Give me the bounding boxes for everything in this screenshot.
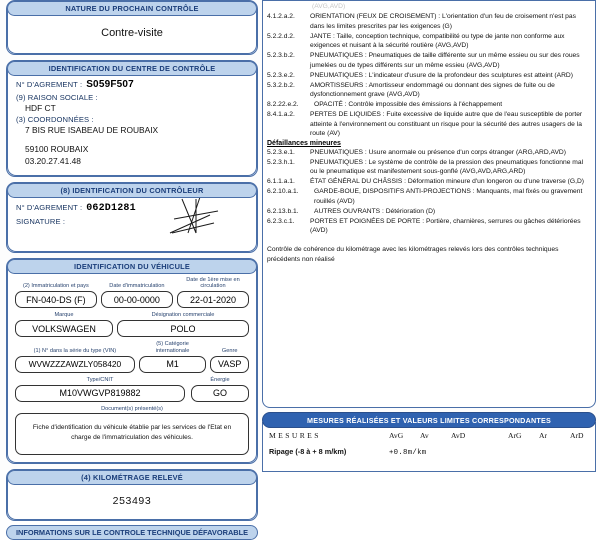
defect-text: AMORTISSEURS : Amortisseur endommagé ou donnant des signes de fuite ou de dysfonctionnement grave (AVG,AVD) — [310, 81, 555, 99]
center-raison-label: (9) RAISON SOCIALE : — [16, 93, 98, 102]
date-immat-value: 00-00-0000 — [101, 291, 173, 308]
center-address-line2: 59100 ROUBAIX — [25, 144, 89, 154]
vehicle-row-vin — [15, 341, 249, 372]
defect-text: OPACITÉ : Contrôle impossible des émissions à l'échappement — [314, 101, 503, 109]
defects-panel — [262, 0, 596, 408]
center-agreement-label: N° D'AGREMENT : — [16, 80, 83, 89]
defect-item — [267, 12, 589, 31]
defect-code: 6.2.10.a.1. — [267, 188, 299, 196]
energie-label: Énergie — [210, 376, 230, 383]
center-phone: 03.20.27.41.48 — [25, 156, 81, 166]
immat-label: (2) Immatriculation et pays — [22, 283, 89, 290]
major-defects-list — [267, 12, 589, 139]
defect-item — [267, 177, 589, 187]
measures-title: MESURES — [269, 431, 321, 440]
documents-label: Document(s) présenté(s) — [101, 405, 163, 412]
defect-text: ORIENTATION (FEUX DE CROISEMENT) : L'orientation d'un feu de croisement n'est pas dans les limites prescrites par les exigences (G) — [310, 13, 576, 30]
minor-defects-list — [267, 148, 589, 236]
mileage-value: 253493 — [112, 495, 152, 508]
defect-item — [267, 110, 589, 139]
energie-value: GO — [191, 385, 249, 402]
defect-code: 5.2.3.e.2. — [267, 71, 295, 79]
categorie-value: M1 — [139, 356, 207, 373]
defect-code: 6.2.3.c.1. — [267, 217, 295, 225]
unfavorable-info-header: INFORMATIONS SUR LE CONTROLE TECHNIQUE DÉFAVORABLE — [6, 525, 258, 540]
measures-header: MESURES RÉALISÉES ET VALEURS LIMITES CORRESPONDANTES — [262, 412, 596, 428]
categorie-label: (5) Catégorie internationale — [155, 341, 190, 354]
vin-label: (1) N° dans la série du type (VIN) — [33, 347, 117, 354]
mileage-header: (4) KILOMÉTRAGE RELEVÉ — [7, 470, 257, 485]
defect-item — [267, 207, 589, 217]
next-control-header: NATURE DU PROCHAIN CONTRÔLE — [7, 1, 257, 16]
defect-text: JANTE : Taille, conception technique, compatibilité ou type de jante non conforme aux exigences et nuisant à la sécurité routière (AVG,AVD) — [310, 32, 565, 50]
measures-row — [269, 447, 589, 457]
center-coordonnees-label: (3) COORDONNÉES : — [16, 115, 94, 124]
vehicle-row-brand — [15, 312, 249, 337]
vehicle-panel — [6, 258, 258, 464]
defect-text: GARDE-BOUE, DISPOSITIFS ANTI-PROJECTIONS : Manquants, mal fixés ou gravement rouillés (AVD) — [314, 188, 583, 205]
defect-text: PORTES ET POIGNÉES DE PORTE : Portière, charnières, serrures ou gâches détériorées (AVD) — [310, 217, 581, 235]
mileage-panel — [6, 469, 258, 521]
next-control-panel — [6, 0, 258, 55]
defect-item — [267, 32, 589, 51]
measures-col-avd: AvD — [451, 431, 466, 440]
type-value: M10VWGVP819882 — [15, 385, 185, 402]
controller-panel — [6, 182, 258, 253]
defect-code: 5.2.3.h.1. — [267, 158, 295, 166]
controller-signature-label: SIGNATURE : — [16, 217, 66, 226]
type-label: Type/CNIT — [86, 376, 114, 383]
left-column — [6, 0, 258, 538]
center-address-line1: 7 BIS RUE ISABEAU DE ROUBAIX — [25, 125, 159, 135]
defect-item — [267, 81, 589, 100]
defect-item — [267, 158, 589, 177]
defect-text: PNEUMATIQUES : Usure anormale ou présence d'un corps étranger (ARG,ARD,AVD) — [310, 148, 566, 156]
controller-header: (8) IDENTIFICATION DU CONTRÔLEUR — [7, 183, 257, 198]
signature-area — [16, 203, 248, 247]
measures-col-ard: ArD — [570, 431, 584, 440]
defect-item — [267, 51, 589, 70]
defect-code: 5.2.3.b.2. — [267, 52, 295, 60]
marque-value: VOLKSWAGEN — [15, 320, 113, 337]
vehicle-header: IDENTIFICATION DU VÉHICULE — [7, 259, 257, 274]
marque-label: Marque — [54, 312, 74, 319]
defect-code: 5.2.3.e.1. — [267, 148, 295, 156]
measures-col-arg: ArG — [508, 431, 522, 440]
control-center-panel — [6, 60, 258, 177]
vehicle-row-type — [15, 377, 249, 402]
defect-item — [267, 217, 589, 236]
controller-agreement-label: N° D'AGREMENT : — [16, 203, 83, 212]
designation-value: POLO — [117, 320, 249, 337]
minor-defects-title: Défaillances mineures — [267, 139, 341, 147]
defect-text: ÉTAT GÉNÉRAL DU CHÂSSIS : Déformation mineure d'un longeron ou d'une traverse (G,D) — [310, 178, 585, 186]
date-mec-label: Date de 1ère mise en circulation — [186, 277, 240, 290]
documents-value: Fiche d'identification du véhicule établie par les services de l'Etat en charge de l'immatriculation des véhicules. — [15, 413, 249, 455]
defect-item — [267, 187, 589, 206]
designation-label: Désignation commerciale — [151, 312, 215, 319]
center-agreement-row — [16, 79, 248, 90]
genre-value: VASP — [210, 356, 249, 373]
vehicle-row-documents — [15, 406, 249, 456]
date-mec-value: 22-01-2020 — [177, 291, 249, 308]
measures-col-avg: AvG — [389, 431, 404, 440]
next-control-value: Contre-visite — [101, 27, 163, 39]
defect-text: PERTES DE LIQUIDES : Fuite excessive de liquide autre que de l'eau susceptible de porter atteinte à l'environnement ou constituant un risque pour la sécurité des autres usagers de la route (AV) — [310, 111, 583, 138]
defect-text: AUTRES OUVRANTS : Détérioration (D) — [314, 207, 436, 215]
defect-code: 8.4.1.a.2. — [267, 111, 295, 119]
measures-col-av: Av — [420, 431, 429, 440]
measures-col-ar: Ar — [539, 431, 548, 440]
vin-value: WVWZZZAWZLY058420 — [15, 356, 135, 373]
defect-item — [267, 100, 589, 110]
defect-code: 6.2.13.b.1. — [267, 207, 299, 215]
mileage-coherence-note: Contrôle de cohérence du kilométrage avec les kilométrages relevés lors des contrôles techniques précédents non réalisé — [267, 245, 559, 263]
control-center-header: IDENTIFICATION DU CENTRE DE CONTRÔLE — [7, 61, 257, 76]
defect-continuation-top: (AVG,AVD) — [312, 3, 346, 10]
center-raison-value: HDF CT — [25, 103, 56, 113]
measures-panel — [262, 412, 596, 472]
defect-text: PNEUMATIQUES : Pneumatiques de taille différente sur un même essieu ou sur des roues jumelées ou de types différents sur un même essieu (AVG,AVD) — [310, 52, 580, 69]
defect-code: 5.3.2.b.2. — [267, 81, 295, 89]
vehicle-row-registration — [15, 277, 249, 308]
defect-item — [267, 71, 589, 81]
defect-text: PNEUMATIQUES : L'indicateur d'usure de la profondeur des sculptures est atteint (ARD) — [310, 71, 573, 79]
date-immat-label: Date d'immatriculation — [109, 283, 165, 290]
controller-agreement-value: 062D1281 — [86, 203, 136, 214]
right-column — [262, 0, 596, 470]
defect-code: 5.2.2.d.2. — [267, 32, 295, 40]
defect-code: 6.1.1.a.1. — [267, 178, 295, 186]
defect-code: 4.1.2.a.2. — [267, 13, 295, 21]
signature-icon — [152, 193, 232, 241]
defect-text: PNEUMATIQUES : Le système de contrôle de la pression des pneumatiques fonctionne mal ou le pneumatique est manifestement sous-gonflé (AVG,AVD,ARG,ARD) — [310, 158, 584, 176]
immat-value: FN-040-DS (F) — [15, 291, 97, 308]
measure-value: +0.8m/km — [389, 449, 427, 457]
genre-label: Genre — [221, 347, 238, 354]
measure-label: Ripage (-8 à + 8 m/km) — [269, 447, 347, 456]
measures-column-headers — [269, 431, 589, 440]
defect-code: 8.2.22.e.2. — [267, 101, 299, 109]
center-agreement-value: S059F507 — [86, 79, 134, 90]
defect-item — [267, 148, 589, 158]
